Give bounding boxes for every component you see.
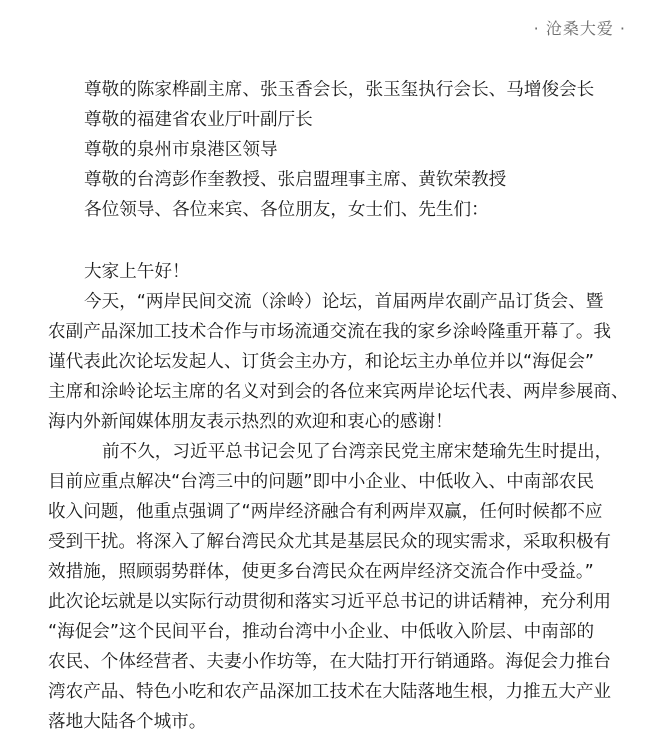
salutation-line: 尊敬的福建省农业厅叶副厅长 — [84, 110, 313, 130]
paragraph-line: 前不久，习近平总书记会见了台湾亲民党主席宋楚瑜先生时提出， — [102, 442, 613, 462]
paragraph-line: 落地大陆各个城市。 — [48, 712, 207, 732]
document-body — [48, 75, 634, 737]
salutation-line: 尊敬的台湾彭作奎教授、张启盟理事主席、黄钦荣教授 — [84, 170, 507, 190]
greeting: 大家上午好！ — [84, 262, 190, 282]
paragraph-line: 受到干扰。将深入了解台湾民众尤其是基层民众的现实需求，采取积极有 — [48, 532, 612, 552]
paragraph-line: 效措施，照顾弱势群体，使更多台湾民众在两岸经济交流合作中受益。” — [48, 562, 594, 582]
paragraph-line: 主席和涂岭论坛主席的名义对到会的各位来宾两岸论坛代表、两岸参展商、 — [48, 382, 629, 402]
paragraph-line: 此次论坛就是以实际行动贯彻和落实习近平总书记的讲话精神，充分利用 — [48, 592, 612, 612]
salutation-line: 各位领导、各位来宾、各位朋友，女士们、先生们： — [84, 200, 489, 220]
paragraph-line: 农民、个体经营者、夫妻小作坊等，在大陆打开行销通路。海促会力推台 — [48, 652, 612, 672]
paragraph-1 — [48, 287, 634, 437]
paragraph-line: 目前应重点解决“台湾三中的问题”即中小企业、中低收入、中南部农民 — [48, 472, 595, 492]
paragraph-line: 收入问题，他重点强调了“两岸经济融合有利两岸双赢，任何时候都不应 — [48, 502, 603, 522]
salutation-block — [48, 75, 634, 225]
blank-line — [48, 225, 634, 257]
paragraph-line: 谨代表此次论坛发起人、订货会主办方，和论坛主办单位并以“海促会” — [48, 352, 595, 372]
paragraph-2 — [48, 437, 634, 737]
paragraph-line: “海促会”这个民间平台，推动台湾中小企业、中低收入阶层、中南部的 — [48, 622, 595, 642]
paragraph-line: 海内外新闻媒体朋友表示热烈的欢迎和衷心的感谢！ — [48, 412, 453, 432]
paragraph-line: 湾农产品、特色小吃和农产品深加工技术在大陆落地生根，力推五大产业 — [48, 682, 612, 702]
paragraph-line: 农副产品深加工技术合作与市场流通交流在我的家乡涂岭隆重开幕了。我 — [48, 322, 612, 342]
salutation-line: 尊敬的泉州市泉港区领导 — [84, 140, 278, 160]
salutation-line: 尊敬的陈家桦副主席、张玉香会长，张玉玺执行会长、马增俊会长 — [84, 80, 595, 100]
section-tag: · 沧桑大爱 · — [533, 19, 626, 38]
paragraph-line: 今天，“两岸民间交流（涂岭）论坛，首届两岸农副产品订货会、暨 — [84, 292, 604, 312]
